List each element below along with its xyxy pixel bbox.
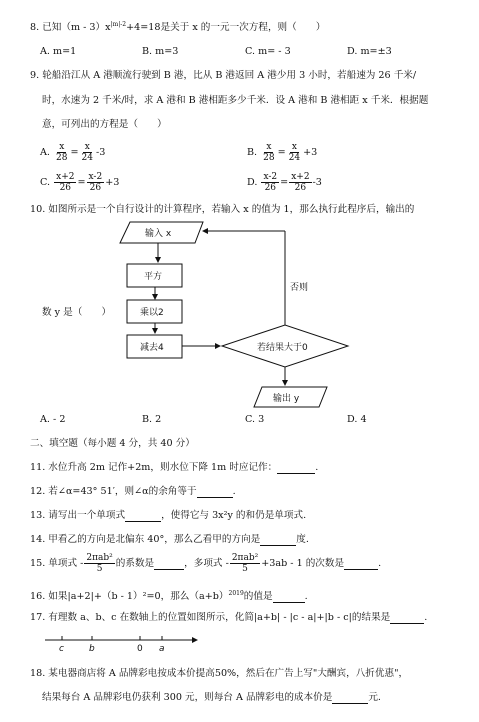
- label-0: 0: [137, 644, 143, 654]
- label-a: a: [159, 644, 165, 654]
- q8-option-c: C. m= - 3: [245, 46, 291, 57]
- q9-option-d: D. $\frac{x-2}{26}$ = $\frac{x+2}{26}$ -3: [247, 172, 322, 193]
- fraction: $\frac{x}{28}$: [56, 142, 68, 163]
- question-10-line1: 10. 如图所示是一个自行设计的计算程序，若输入 x 的值为 1，那么执行此程序后，输出的: [30, 204, 415, 215]
- question-9-line3: 意，可列出的方程是（ ）: [42, 119, 167, 130]
- question-15: 15. 单项式 - $\frac{\text{2πab²}}{5}$ 的系数是 ，多项式 - $\frac{\text{2πab²}}{5}$ +3ab - 1 的次数是 .: [30, 553, 382, 574]
- flow-else-text: 否则: [290, 283, 309, 293]
- fraction: $\frac{x}{24}$: [288, 142, 301, 163]
- question-10-line2: 数 y 是（ ）: [42, 307, 112, 318]
- question-13: 13. 请写出一个单项式 ，使得它与 3x²y 的和仍是单项式.: [30, 510, 307, 521]
- fraction: $\frac{x-2}{26}$: [263, 172, 278, 193]
- q10-option-b: B. 2: [142, 414, 162, 425]
- q8-option-d: D. m=±3: [347, 46, 392, 57]
- q8-option-a: A. m=1: [40, 46, 77, 57]
- question-11: 11. 水位升高 2m 记作+2m，则水位下降 1m 时应记作： .: [30, 462, 319, 473]
- fraction: $\frac{x+2}{26}$: [291, 172, 310, 193]
- question-12: 12. 若∠α=43° 51′，则∠α的余角等于 .: [30, 486, 236, 497]
- flow-mul2-text: 乘以2: [140, 308, 164, 318]
- fraction: $\frac{\text{2πab²}}{5}$: [86, 553, 113, 574]
- fraction: $\frac{\text{2πab²}}{5}$: [231, 553, 259, 574]
- flow-input-text: 输入 x: [145, 229, 172, 239]
- flow-sub4-text: 减去4: [140, 343, 164, 353]
- question-18-line2: 结果每台 A 品牌彩电仍获利 300 元，则每台 A 品牌彩电的成本价是 元.: [42, 692, 381, 703]
- q8-option-b: B. m=3: [142, 46, 179, 57]
- flow-decision-text: 若结果大于0: [257, 343, 308, 353]
- question-9-line1: 9. 轮船沿江从 A 港顺流行驶到 B 港，比从 B 港返回 A 港少用 3 小时，若船速为 26 千米/: [30, 70, 417, 81]
- fraction: $\frac{x-2}{26}$: [88, 172, 103, 193]
- fraction: $\frac{x+2}{26}$: [56, 172, 75, 193]
- fraction: $\frac{x}{28}$: [263, 142, 275, 163]
- question-16: 16. 如果|a+2|+（b - 1）²=0，那么$(a+b)^{2019}$的值是 .: [30, 590, 308, 603]
- flow-output-text: 输出 y: [273, 394, 300, 404]
- question-14: 14. 甲看乙的方向是北偏东 40°，那么乙看甲的方向是 度.: [30, 534, 309, 545]
- section-2-title: 二、填空题（每小题 4 分，共 40 分）: [30, 438, 195, 449]
- answer-blank[interactable]: [332, 703, 368, 704]
- question-9-line2: 时，水速为 2 千米/时，求 A 港和 B 港相距多少千米．设 A 港和 B 港相距 x 千米．根据题: [42, 95, 429, 106]
- question-17: 17. 有理数 a、b、c 在数轴上的位置如图所示，化简|a+b| - |c - a|+|b - c|的结果是 .: [30, 612, 428, 623]
- question-8-stem: 8. 已知$(m - 3)x^{|m|-2}+4=18$是关于 x 的一元一次方程，则（ ）: [30, 21, 326, 34]
- q10-option-c: C. 3: [245, 414, 265, 425]
- q10-option-a: A. - 2: [40, 414, 66, 425]
- number-line-arrow: [192, 637, 198, 643]
- q9-option-a: A. $\frac{x}{28}$ = $\frac{x}{24}$ -3: [40, 142, 106, 163]
- label-b: b: [89, 644, 95, 654]
- question-18-line1: 18. 某电器商店将 A 品牌彩电按成本价提高50%，然后在广告上写"大酬宾，八折优惠"，: [30, 668, 409, 679]
- flow-square-text: 平方: [144, 272, 163, 282]
- q9-option-b: B. $\frac{x}{28}$ = $\frac{x}{24}$ +3: [247, 142, 318, 163]
- fraction: $\frac{x}{24}$: [81, 142, 93, 163]
- q9-option-c: C. $\frac{x+2}{26}$ = $\frac{x-2}{26}$ +3: [40, 172, 120, 193]
- label-c: c: [59, 644, 64, 654]
- q10-option-d: D. 4: [347, 414, 367, 425]
